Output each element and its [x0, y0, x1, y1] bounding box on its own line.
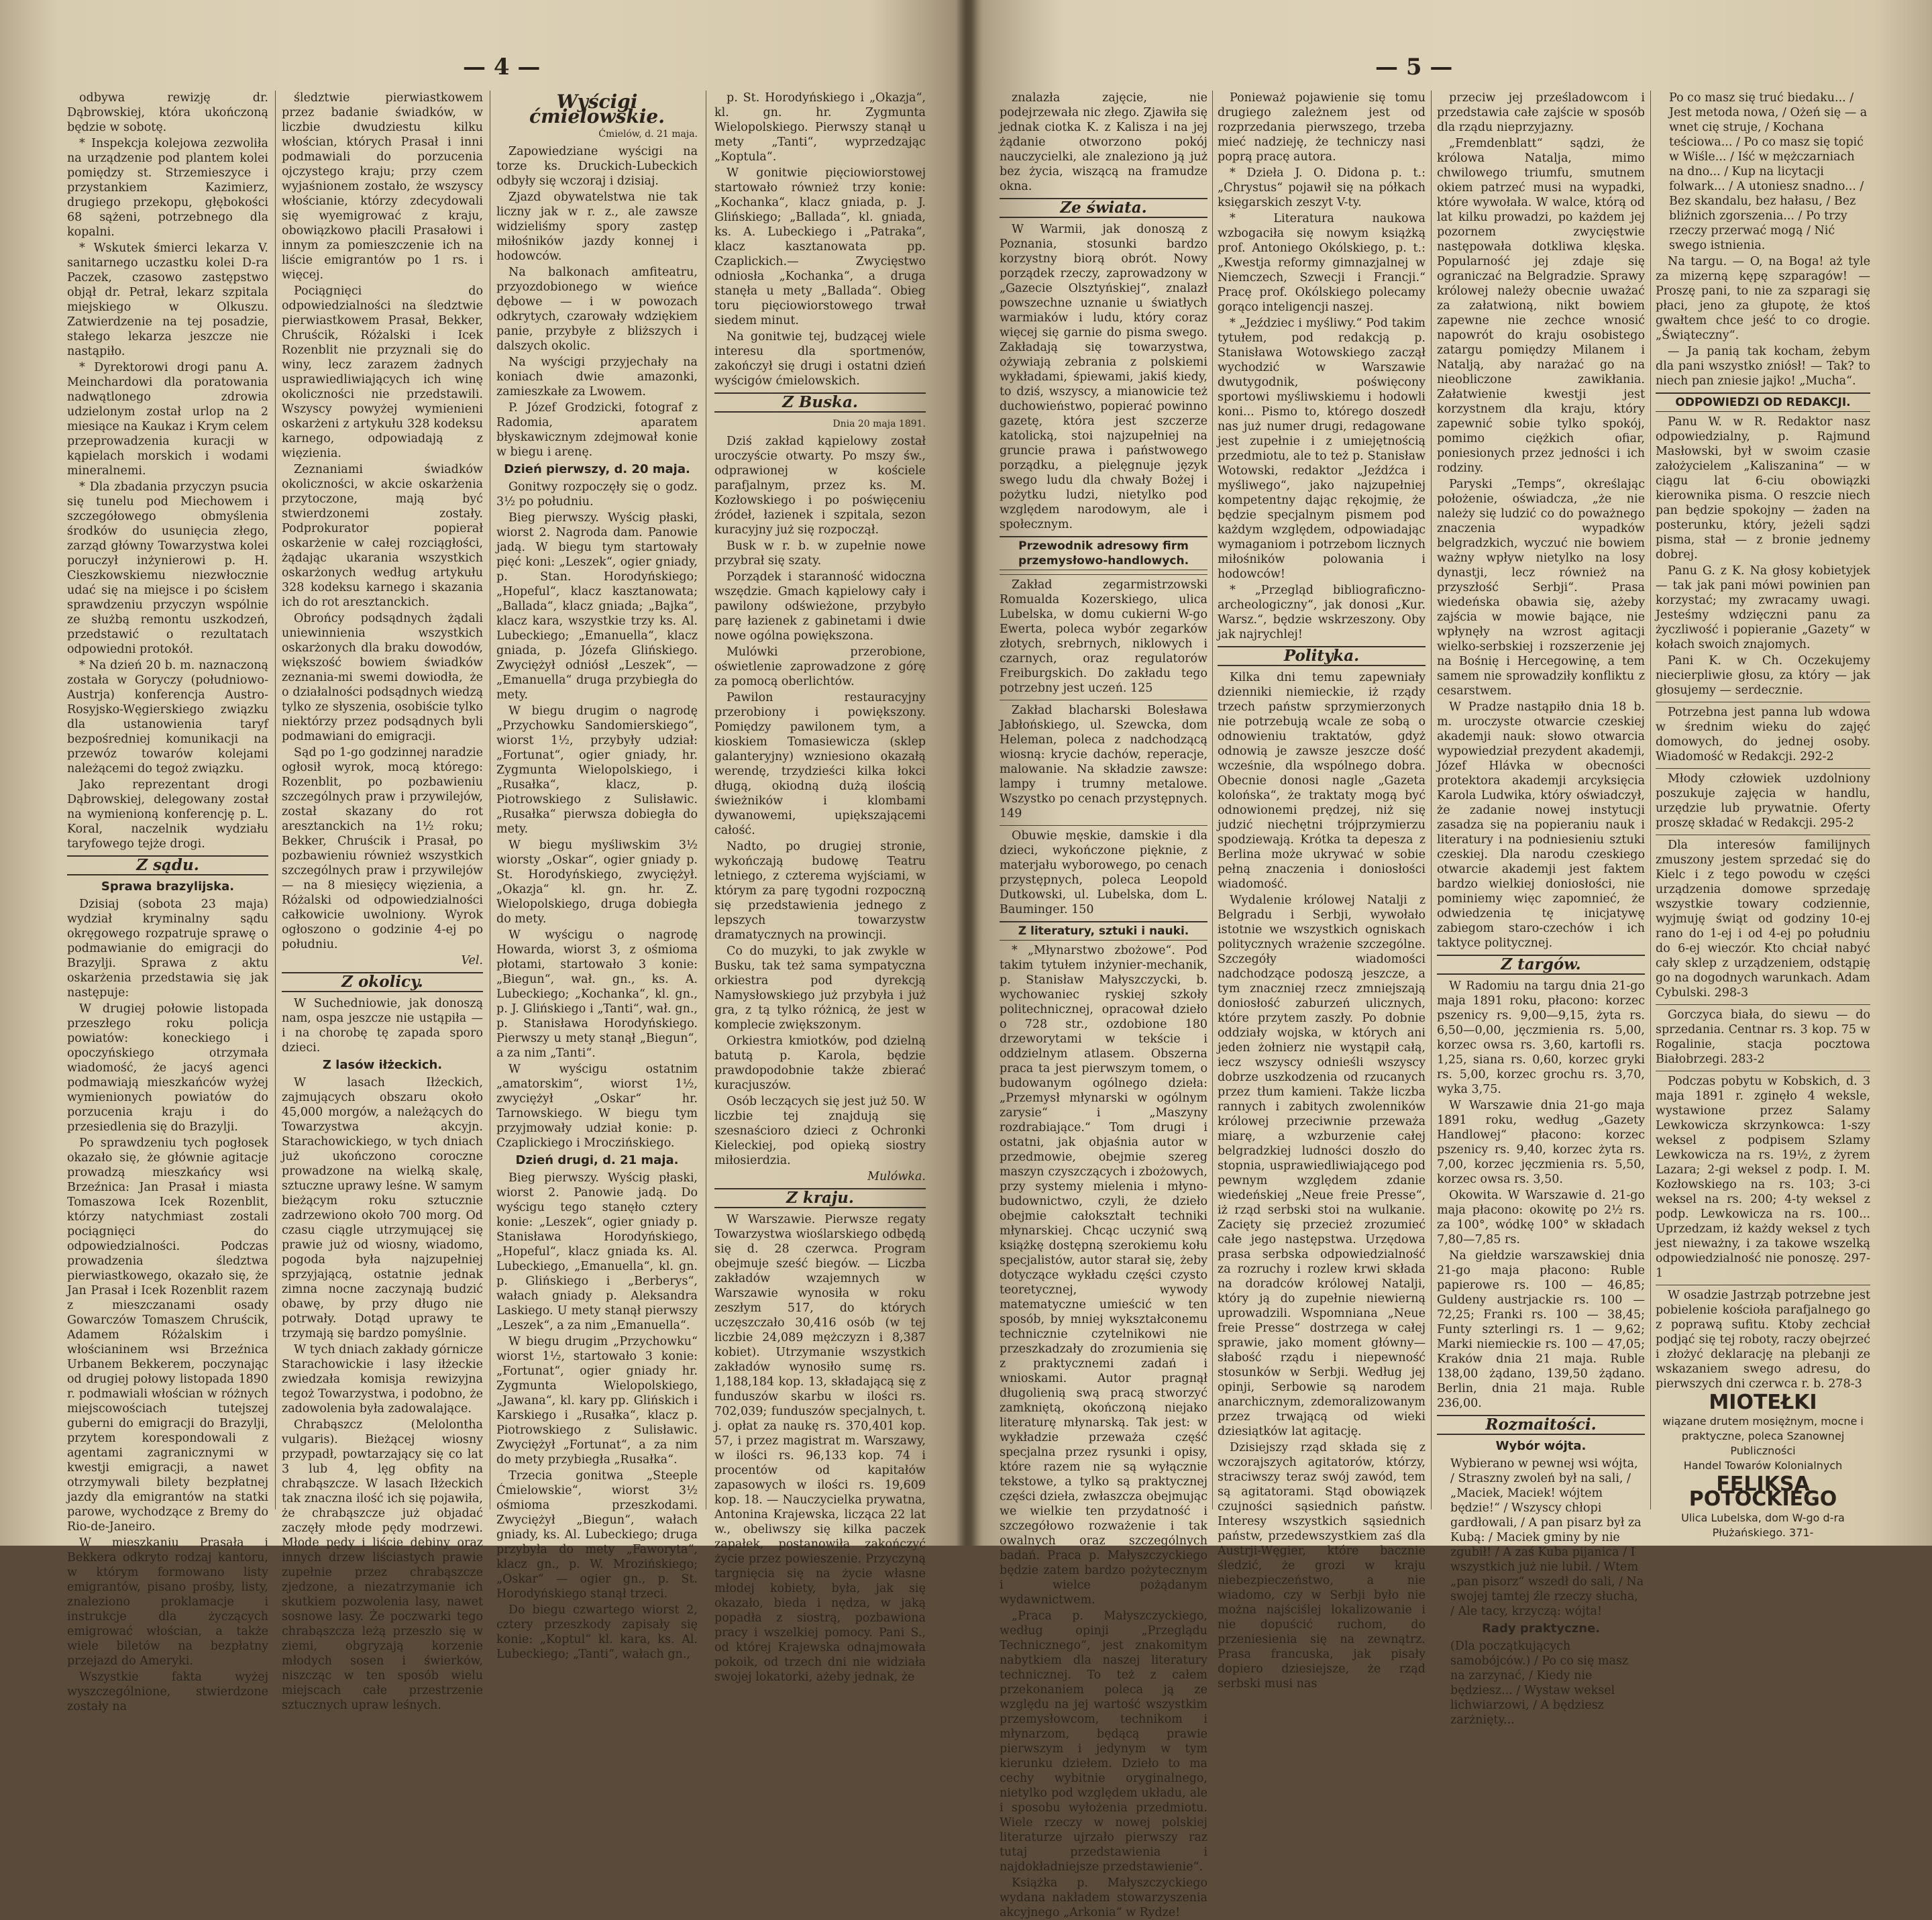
page-number: — 5 —	[1375, 54, 1453, 81]
advertisement: Dla interesów familijnych zmuszony jestem sprzedać się do Kielc i z tego powodu w części urządzenia domowe sprzedaję wszystkie towary codziennie, wyjmuję świąt od godziny 10-ej rano do 1-ej i od 4-ej po południu do 6-ej wieczór. Kto chciał nabyć cały sklep z urządzeniem, odstąpię go na dogodnych warunkach. Adam Cybulski. 298-3	[1656, 835, 1870, 1000]
paragraph: Dzisiaj (sobota 23 maja) wydział kryminalny sądu okręgowego rozpatruje sprawę o podmawianie do emigracji do Brazylji. Sprawa z aktu oskarżenia przedstawia się jak następuje:	[67, 898, 268, 1000]
advertisement: Zakład zegarmistrzowski Romualda Kozerskiego, ulica Lubelska, w domu cukierni W-go Ewerta, poleca wybór zegarków złotych, srebrnych, niklowych i czarnych, oraz regulatorów Freiburgskich. Do zakładu tego potrzebny jest uczeń. 125	[1000, 574, 1208, 696]
paragraph: „Fremdenblatt“ sądzi, że królowa Natalja, mimo chwilowego triumfu, smutnem okiem patrzeć musi na wypadki, które wywołała. W walce, którą od lat kilku prowadzi, po każdem jej pozornem zwycięstwie następowała dotkliwa klęska. Popularność jej zdaje się ograniczać na Belgradzie. Sprawy królowej należy obecnie uważać za załatwioną, nikt bowiem zapewne nie zechce wnosić napowrót do kraju osobistego zatargu pomiędzy Milanem i Natalją, aby narażać go na nieobliczone zawikłania. Załatwienie kwestji jest korzystnem dla kraju, który zapewnić sobie tylko spokój, pomimo ciężkich ofiar, poniesionych przez jedności i ich rodziny.	[1437, 137, 1645, 475]
subheading: Dzień drugi, d. 21 maja.	[515, 1153, 679, 1167]
section-heading: Z kraju.	[714, 1188, 926, 1208]
ad-headline: MIOTEŁKI	[1709, 1391, 1817, 1414]
paragraph: „Praca p. Małyszczyckiego, według opinji „Przeglądu Technicznego“, jest znakomitym nabytkiem dla naszej literatury technicznej. To też z całem przekonaniem poleca ją ze względu na jej wartość wszystkim przemysłowcom, technikom i młynarzom, będącą prawie pierwszym i jedynym w tym kierunku dziełem. Dzieło to ma cechy wybitnie oryginalnego, nietylko pod względem układu, ale i sposobu wyłożenia przedmiotu. Wiele rzeczy w nowej polskiej literaturze ujrzało pierwszy raz tutaj przedstawienia i najdokładniejsze przedstawienie“.	[1000, 1609, 1208, 1874]
paragraph: W Warmii, jak donoszą z Poznania, stosunki bardzo korzystny biorą obrót. Nowy porządek rzeczy, zaprowadzony w „Gazecie Olsztyńskiej“, znalazł powszechne uznanie u światłych warmiaków i ludu, który coraz więcej się garnie do pisma swego. Zakładają się towarzystwa, ożywiają zebrania z polskiemi wykładami, śpiewami, jakiś kiedy, to dziś, wszyscy, a mianowicie też duchowieństwo, popierać powinno gazetę, która jest szczerze katolicką, stoi najzupełniej na gruncie prawa i państwowego porządku, a pielęgnuje język swego ludu dla chwały Bożej i pożytku ludzi, nietylko pod względem narodowym, ale i społecznym.	[1000, 223, 1208, 531]
column	[282, 91, 483, 1712]
verse: (Dla początkujących samobójców.) / Po co się masz na zarzynać, / Kiedy nie będziesz... / Wystaw weksel lichwiarzowi, / A będziesz zarżnięty...	[1450, 1640, 1629, 1727]
paragraph: Panu G. z K. Na głosy kobietyjek — tak jak pani mówi powinien pan korzystać; my zwracamy uwagi. Jesteśmy wdzięczni panu za życzliwość i popieranie „Gazety“ w kołach swoich znajomych.	[1656, 564, 1870, 651]
paragraph: W Warszawie dnia 21-go maja 1891 roku, według „Gazety Handlowej“ płacono: korzec pszenicy rs. 9,40, korzec żyta rs. 7,00, korzec jęczmienia rs. 5,50, korzec owsa rs. 3,50.	[1437, 1099, 1645, 1186]
paragraph: Książka p. Małyszczyckiego wydana nakładem stowarzyszenia akcyjnego „Arkonia“ w Rydze!	[1000, 1876, 1208, 1919]
paragraph: Po sprawdzeniu tych pogłosek okazało się, że głównie agitacje prowadzą mieszkańcy wsi Brzeźnica: Jan Prasał i miasta Tomaszowa Icek Rozenblit, którzy natychmiast zostali pociągnięci do odpowiedzialności. Podczas prowadzenia śledztwa pierwiastkowego, okazało się, że Jan Prasał i Icek Rozenblit razem z mieszczanami osady Gowarczów Tomaszem Chruścik, Adamem Różalskim i włościaninem wsi Brzeźnica Urbanem Bekkerem, poczynając od drugiej połowy listopada 1890 r. podmawiali włościan w różnych miejscowościach tutejszej guberni do emigracji do Brazylji, przytem korespondowali z agentami zagranicznymi w kwestji emigracji, a nawet otrzymywali bilety bezpłatnej jazdy dla emigrantów na statki parowe, wychodzące z Bremy do Rio-de-Janeiro.	[67, 1136, 268, 1534]
paragraph: odbywa rewizję dr. Dąbrowskiej, która ukończoną będzie w sobotę.	[67, 91, 268, 134]
column	[714, 91, 926, 1684]
paragraph: Dzisiejszy rząd składa się z wczorajszych agitatorów, którzy, straciwszy teraz swój zawód, tem są agitatorami. Stąd obowiązek czujności sąsiednich państw. Interesy wszystkich sąsiednich państw, przedewszystkiem zaś dla Austrji-Węgier, które bacznie śledzić, że grozi w kraju niebezpieczeństwo, a nie wiadomo, czy w Serbji było nie można najściślej lokalizowanie i nie dopuścić ruchom, do przeniesienia się na zewnątrz. Prasa francuska, jak pisały dopiero dziesiejsze, że rząd serbski musi nas	[1218, 1441, 1426, 1691]
paragraph: Zjazd obywatelstwa nie tak liczny jak w r. z., ale zawsze widzieliśmy spory zastęp miłośników jazdy konnej i hodowców.	[496, 191, 698, 263]
paragraph: W drugiej połowie listopada przeszłego roku policja powiatów: koneckiego i opoczyńskiego otrzymała wiadomość, że jacyś agenci podmawiają mieszkańców wyżej wymienionych powiatów do porzucenia kraju i do przesiedlenia się do Brazylji.	[67, 1002, 268, 1134]
paragraph: Mulówki przerobione, oświetlenie zaprowadzone z górę za pomocą oberlichtów.	[714, 645, 926, 688]
paragraph: W wyścigu ostatnim „amatorskim“, wiorst 1½, zwyciężył „Oskar“ hr. Tarnowskiego. W biegu tym przyjmowały udział konie: p. Czaplickiego i Mroczińskiego.	[496, 1063, 698, 1150]
verse: Po co masz się truć biedaku... / Jest metoda nowa, / Ożeń się — a wnet cię struje, / Kochana teściowa... / Po co masz się topić w Wiśle... / Iść w mężczarniach na dno... / Kup na licytacji folwark... / A utoniesz snadno... / Bez skandalu, bez hałasu, / Bez bliźnich zgorszenia... / Po trzy rzeczy przerwać mogą / Nić swego istnienia.	[1669, 91, 1868, 252]
ad-line: Ulica Lubelska, dom W-go d-ra Płużańskiego. 371-	[1681, 1511, 1845, 1539]
page-fold	[956, 0, 983, 1546]
ad-headline: FELIKSA POTOCKIEGO	[1688, 1473, 1837, 1511]
column-rule	[1212, 91, 1213, 1509]
paragraph: Zapowiedziane wyścigi na torze ks. Druckich-Lubeckich odbyły się wczoraj i dzisiaj.	[496, 145, 698, 188]
column-rule	[1650, 91, 1651, 1509]
column	[67, 91, 268, 1713]
paragraph: W Radomiu na targu dnia 21-go maja 1891 roku, płacono: korzec pszenicy rs. 9,00—9,15, żyta rs. 6,50—0,00, jęczmienia rs. 5,00, korzec owsa rs. 3,60, kartofli rs. 1,25, siana rs. 0,60, korzec gryki rs. 5,00, korzec grochu rs. 3,70, wyka 3,75.	[1437, 979, 1645, 1096]
column	[1656, 91, 1870, 1539]
section-heading: Polityka.	[1218, 646, 1426, 666]
subheading: Sprawa brazylijska.	[101, 879, 235, 894]
paragraph: Ponieważ pojawienie się tomu drugiego zależnem jest od rozprzedania pierwszego, trzeba mieć nadzieję, że techniczy nasi poprą pracę autora.	[1218, 91, 1426, 164]
section-heading: Z Buska.	[714, 392, 926, 413]
paragraph: Co do muzyki, to jak zwykle w Busku, tak też sama sympatyczna orkiestra pod dyrekcją Namysłowskiego już przybyła i już gra, z tą tylko różnicą, że jest w komplecie zwiększonym.	[714, 945, 926, 1032]
dateline: Dnia 20 maja 1891.	[833, 419, 926, 429]
paragraph: Na giełdzie warszawskiej dnia 21-go maja płacono: Ruble papierowe rs. 100 — 46,85; Guldeny austrjackie rs. 100 — 72,25; Franki rs. 100 — 38,45; Funty szterlingi rs. 1 — 9,62; Marki niemieckie rs. 100 — 47,05; Kraków dnia 21 maja. Ruble 138,00 żądano, 139,50 żądano. Berlin, dnia 21 maja. Ruble 236,00.	[1437, 1249, 1645, 1410]
section-heading: Z okolicy.	[282, 972, 483, 992]
section-heading: Ze świata.	[1000, 198, 1208, 218]
paragraph: W Warszawie. Pierwsze regaty Towarzystwa wioślarskiego odbędą się d. 28 czerwca. Program obejmuje sześć biegów. — Liczba zakładów wzajemnych w Warszawie wynosiła w roku zeszłym 517, do których uczęszczało 30,416 osób (w tej liczbie 24,089 mężczyzn i 8,387 kobiet). Utrzymanie wszystkich zakładów wynosiło sumę rs. 1,188,184 kop. 13, składającą się z funduszów skarbu w ilości rs. 702,039; funduszów specjalnych, t. j. opłat za naukę rs. 370,401 kop. 57, i przez magistrat m. Warszawy, w ilości rs. 96,133 kop. 74 i procentów od kapitałów zapasowych w ilości rs. 19,609 kop. 18. — Nauczycielka prywatna, Antonina Krajewska, licząca 22 lat w., obeliwszy się kilka paczek zapałek, postanowiła zakończyć życie przez powieszenie. Przyczyną targnięcia się na życie własne młodej kobiety, była, jak się okazało, bieda i nędza, w jaką popadła z siostrą, pozbawiona pracy i wszelkiej pomocy. Pani S., od której Krajewska odnajmowała pokoik, od trzech dni nie widziała swojej lokatorki, ażeby jednak, że	[714, 1213, 926, 1684]
paragraph: Pawilon restauracyjny przerobiony i powiększony. Pomiędzy pawilonem tym, a kioskiem Tomasiewicza (sklep galanteryjny) wzniesiono okazałą werendę, trzydzieści kilka łokci długą, okiodną dużą ilością świeżników i klombami dywanowemi, upiększającemi całość.	[714, 691, 926, 837]
page-right	[1000, 27, 1892, 1919]
column	[1437, 91, 1645, 1727]
page-left	[60, 27, 936, 1713]
paragraph: znalazła zajęcie, nie podejrzewała nic złego. Zjawiła się jednak ciotka K. z Kalisza i na jej żądanie otworzono pokój nauczycielki, ale znaleziono ją już bez życia, wiszącą na framudze okna.	[1000, 91, 1208, 193]
page-number: — 4 —	[463, 54, 541, 81]
paragraph: Kilka dni temu zapewniały dzienniki niemieckie, iż rządy trzech państw sprzymierzonych nie potrzebują wcale ze sobą o odnowieniu traktatów, gdyż odnowią je zawsze jeszcze dość wcześnie, dla wspólnego dobra. Obecnie donosi nagle „Gazeta kolońska“, że traktaty mogą być odnowionemi prędzej, niż się judzić niechętni trójprzymierzu spodziewają. Krótka ta depesza z Berlina może ukrywać w sobie pełną znaczenia i doniosłości wiadomość.	[1218, 671, 1426, 891]
paragraph: Pani K. w Ch. Oczekujemy niecierpliwie głosu, za który — jak głosujemy — serdecznie.	[1656, 654, 1870, 697]
dateline: Ćmielów, d. 21 maja.	[598, 129, 698, 140]
paragraph: Gonitwy rozpoczęły się o godz. 3½ po południu.	[496, 480, 698, 509]
paragraph: * Wskutek śmierci lekarza V. sanitarnego uczastku kolei D-ra Paczek, czasowo zastępstwo objął dr. Petrał, lekarz szpitala miejskiego w Olkuszu. Zatwierdzenie na tej posadzie, stałego lekarza jeszcze nie nastąpiło.	[67, 242, 268, 358]
advertisement: Podczas pobytu w Kobskich, d. 3 maja 1891 r. zginęło 4 weksle, wystawione przez Salamy Lewkowicza skrzynkowca: 1-szy weksel z podpisem Szlamy Lewkowicza na rs. 19½, z żyrem Lazara; 2-gi weksel z podp. I. M. Kozłowskiego na rs. 103; 3-ci weksel na rs. 200; 4-ty weksel z podp. Lewkowicza na rs. 100... Uprzedzam, iż każdy weksel z tych jest nieważny, i za takowe wszelką odpowiedzialność nie ponoszę. 297-1	[1656, 1071, 1870, 1281]
paragraph: * „Przegląd bibliograficzno-archeologiczny“, jak donosi „Kur. Warsz.“, będzie wskrzeszony. Oby jak najrychlej!	[1218, 584, 1426, 641]
subheading: Rady praktyczne.	[1481, 1621, 1601, 1636]
section-heading: Z sądu.	[67, 855, 268, 875]
paragraph: Sąd po 1-go godzinnej naradzie ogłosił wyrok, mocą którego: Rozenblit, po pozbawieniu szczególnych praw i przywilejów, został skazany do rot aresztanckich na 1½ roku; Bekker, Chruścik i Prasał, po pozbawieniu również wszystkich szczególnych praw i przywilejów — na 8 miesięcy więzienia, a Różalski od odpowiedzialności całkowicie uwolniony. Wyrok ogłoszono o godzinie 4-ej po południu.	[282, 746, 483, 951]
columns	[1000, 91, 1892, 1919]
paragraph: Chrabąszcz (Melolontha vulgaris). Bieżącej wiosny przypadł, powtarzający się co lat 3 lub 4, lęg obfity na chrabąszcze. W lasach Iłżeckich tak znaczna ilość ich się pojawiła, że chrabąszcze już objadać zaczęły młode pędy modrzewi. Młode pędy i liście dębiny oraz innych drzew liściastych prawie zupełnie przez chrabąszcze zjedzone, a niezatrzymanie ich skutkiem pozwolenia lasy, nawet sosnowe lasy. Że poczwarki tego chrabąszcza leżą przeszło się w ziemi, obgryzają korzenie młodych sosen i świerków, niszcząc w ten sposób wielu miejscach całe przestrzenie sztucznych upraw leśnych.	[282, 1418, 483, 1712]
paragraph: Zeznaniami świadków okoliczności, w akcie oskarżenia przytoczone, mają być stwierdzonemi zostały. Podprokurator popierał oskarżenie w całej rozciągłości, żądając ukarania wszystkich oskarżonych według artykułu 328 kodeksu karnego i skazania ich do rot aresztanckich.	[282, 463, 483, 609]
paragraph: — Ja panią tak kocham, żebym dla pani wszystko zniósł! — Tak? to niech pan zniesie jajko! „Mucha“.	[1656, 345, 1870, 388]
advertisement: Gorczyca biała, do siewu — do sprzedania. Centnar rs. 3 kop. 75 w Rogalinie, stacja pocztowa Białobrzegi. 283-2	[1656, 1004, 1870, 1067]
paragraph: przeciw jej prześladowcom i przedstawia całe zajście w sposób dla rządu nieprzyjazny.	[1437, 91, 1645, 134]
ad-line: wiązane drutem mosiężnym, mocne i praktyczne, poleca Szanownej Publiczności	[1662, 1415, 1864, 1457]
paragraph: śledztwie pierwiastkowem przez badanie świadków, w liczbie dwudziestu kilku włościan, których Prasał i inni podmawiali do porzucenia ojczystego kraju; przy czem wyjaśnionem zostało, że wszyscy włościanie, którzy zdecydowali się wyemigrować z kraju, obowiązkowo płacili Prasałowi i innym za pomieszczenie ich na liście emigrantów po 1 rs. i więcej.	[282, 91, 483, 282]
paragraph: Porządek i staranność widoczna wszędzie. Gmach kąpielowy cały i pawilony odświeżone, przybyło parę łazienek z gabinetami i dwie nowe ogólna powiększona.	[714, 570, 926, 643]
paragraph: Bieg pierwszy. Wyścig płaski, wiorst 2. Panowie jadą. Do wyścigu tego stanęło cztery konie: „Leszek“, ogier gniady p. Stanisława Horodyńskiego, „Hopeful“, klacz gniada ks. Al. Lubeckiego, „Emanuella“, kl. gn. p. Glińskiego i „Berberys“, wałach gniady p. Aleksandra Laskiego. U mety stanął pierwszy „Leszek“, a za nim „Emanuella“.	[496, 1171, 698, 1332]
advertisement: Obuwie męskie, damskie i dla dzieci, wykończone pięknie, z materjału wyborowego, po cenach przystępnych, poleca Leopold Dutkowski, ul. Lubelska, dom L. Bauminger. 150	[1000, 825, 1208, 917]
paragraph: W tych dniach zakłady górnicze Starachowickie i lasy iłżeckie zwiedzała komisja rewizyjna tegoż Towarzystwa, i podobno, że zadowolenia była zadowalające.	[282, 1343, 483, 1416]
paragraph: W lasach Iłżeckich, zajmujących obszaru około 45,000 morgów, a należących do Towarzystwa akcyjn. Starachowickiego, w tych dniach już ukończono coroczne prowadzone na wielką skalę, sztuczne uprawy leśne. W samym bieżącym roku sztucznie zadrzewiono około 700 morg. Od czasu ciągle utrzymującej się prawie już od wiosny, wiadomo, pogoda była najzupełniej sprzyjającą, ostatnie jednak zimna nocne zaczynają budzić obawę, by przy długo nie potrwały. Dotąd uprawy te trzymają się bardzo pomyślnie.	[282, 1076, 483, 1340]
paragraph: * Na dzień 20 b. m. naznaczoną została w Goryczy (południowo-Austrja) konferencja Austro-Rosyjsko-Węgierskiego związku dla ustanowienia taryf bezpośredniej komunikacji na przewóz towarów kolejami należącemi do tegoż związku.	[67, 659, 268, 776]
column	[1218, 91, 1426, 1691]
paragraph: * „Młynarstwo zbożowe“. Pod takim tytułem inżynier-mechanik, p. Stanisław Małyszczycki, b. wychowaniec ryskiej szkoły politechnicznej, opracował dzieło o 728 str., ozdobione 180 drzeworytami w tekście i oddzielnym atlasem. Obszerna praca ta jest pierwszym tomem, o budowanym ogólnego dzieła: „Przemysł młynarski w ogólnym zarysie“ i „Maszyny rozdrabiające.“ Tom drugi i ostatni, jak objaśnia autor w przedmowie, obejmie szereg maszyn czyszczących i zbożowych, przy systemy mielenia i młyno-budownictwo, czyli, że dzieło obejmie całokształt techniki młynarskiej. Chcąc uczynić swą książkę dostępną szerokiemu kołu specjalistów, autor starał się, żeby dotyczące wykładu części czysto teoretycznej, wywody matematyczne umieścić w ten sposób, by mniej wykształconemu technicznie czytelnikowi nie przeszkadzały do zrozumienia się z praktycznemi zadań i wnioskami. Autor pragnął długolienią swą pracą stworzyć zamkniętą, okończoną niejako literaturę młynarską. Tak jest: w wykładzie przeważa część specjalna przez rysunki i opisy, które razem nie są wyłącznie tekstowe, a tylko są praktycznej części dzieła, zwłaszcza obejmując we wielkie ten przydatność i szczegółowo rozważenie i tak owalnych oraz szczególnych badań. Praca p. Małyszczyckiego będzie zatem bardzo pożytecznym i wielce pożądanym wydawnictwem.	[1000, 944, 1208, 1607]
box-heading: Z literatury, sztuki i nauki.	[1000, 921, 1208, 941]
paragraph: Dziś zakład kąpielowy został uroczyście otwarty. Po mszy św., odprawionej w kościele parafjalnym, przez ks. M. Kozłowskiego i po poświęceniu źródeł, łazienek i szpitala, sezon kuracyjny już się rozpoczął.	[714, 435, 926, 537]
paragraph: * Dzieła J. O. Didona p. t.: „Chrystus“ pojawił się na półkach księgarskich zeszyt V-ty.	[1218, 166, 1426, 209]
paragraph: p. St. Horodyńskiego i „Okazja“, kl. gn. hr. Zygmunta Wielopolskiego. Pierwszy stanął u mety „Tanti“, wyprzedzając „Koptula“.	[714, 91, 926, 164]
subheading: Z lasów iłżeckich.	[322, 1058, 443, 1072]
section-heading: Rozmaitości.	[1437, 1415, 1645, 1435]
subheading: Dzień pierwszy, d. 20 maja.	[504, 462, 690, 476]
paragraph: Orkiestra kmiotków, pod dzielną batutą p. Karola, będzie prawdopodobnie także zbierać kuracjuszów.	[714, 1034, 926, 1092]
paragraph: Wydalenie królowej Natalji z Belgradu i Serbji, wywołało istotnie we wszystkich ogniskach politycznych wrażenie szczególne. Szczegóły wiadomości nadchodzące podoszą jeszcze, a tym znaczniej rzecz zmniejszają doniosłość zaburzeń ulicznych, które przytem zaszły. Po dobnie oddziały wojska, w których ani jeden żołnierz nie wystąpił całą, iecz wszyscy odnieśli wszyscy dobrze uszkodzenia od rzucanych przez tłum kamieni. Także liczba rannych i zabitych zwolenników królowej przeciwnie przeważa miarę, a wzburzenie całej belgradzkiej ludności doszło do stopnia, usprawiedliwiającego pod pewnym względem zdanie wiedeńskiej „Neue freie Presse“, iż rząd serbski stoi na wulkanie. Zacięty się przecież zrozumieć całe jego następstwa. Urzędowa prasa serbska odpowiedzialność za rozruchy i rozlew krwi składa na doradców królowej Natalji, który ją do zupełnie niewierną uprowadzili. Wspomniana „Neue freie Presse“ dostrzega w całej sprawie, jako moment główny—słabość rządu i niepewność stosunków w Serbji. Według jej opinji, Serbowie są narodem anarchicznym, zdemoralizowanym przez trwającą od wieki dziesiątków lat agitację.	[1218, 894, 1426, 1438]
signature: Vel.	[461, 954, 483, 967]
paragraph: Do biegu czwartego wiorst 2, cztery przeszkody zapisały się konie: „Koptul“ kl. kara, ks. Al. Lubeckiego; „Tanti“, wałach gn.,	[496, 1603, 698, 1661]
paragraph: Na targu. — O, na Boga! aż tyle za mizerną kępę szparagów! — Proszę pani, to nie za szparagi się płaci, jeno za głupotę, że ktoś gwałtem chce jeść to co drogie. „Świąteczny“.	[1656, 255, 1870, 342]
paragraph: W Pradze nastąpiło dnia 18 b. m. uroczyste otwarcie czeskiej akademji nauk: słowo otwarcia wypowiedział prezydent akademji, Józef Hlávka w obecności protektora akademji arcyksięcia Karola Ludwika, który oświadczył, że zadanie nowej instytucji zasadza się na popieraniu nauk i literatury i na podniesieniu sztuki czeskiej. Dla narodu czeskiego otwarcie akademji jest faktem bardzo wielkiej doniosłości, nie pominiemy więc zapomnieć, że odwiedzenia tę inicjatywę zabiegom staro-czechów i ich taktyce politycznej.	[1437, 700, 1645, 950]
paragraph: * Inspekcja kolejowa zezwoliła na urządzenie pod plantem kolei pomiędzy st. Strzemieszyce i przystankiem Kazimierz, drugiego przekopu, głębokości 68 sążeni, potrzebnego dla kopalni.	[67, 137, 268, 239]
verse: Wybierano w pewnej wsi wójta, / Straszny zwoleń był na sali, / „Maciek, Maciek! wójtem będzie!“ / Wszyscy chłopi gardłowali, / A pan pisarz był za Kubą: / Maciek gminy by nie zgubił! / A zaś Kuba pijanica / I wszystkich już nie lubił. / Wtem „pan pisorz“ wszedł do sali, / Na swojej tamtej źle rzeczy słucha, / Ale tacy, krzyczą: wójta!	[1450, 1457, 1644, 1618]
paragraph: Bieg pierwszy. Wyścig płaski, wiorst 2. Nagroda dam. Panowie jadą. W biegu tym startowały pięć koni: „Leszek“, ogier gniady, p. Stan. Horodyńskiego; „Hopeful“, klacz kasztanowata; „Ballada“, klacz gniada; „Bajka“, klacz kara, wszystkie trzy ks. Al. Lubeckiego; „Emanuella“, klacz gniada, p. Józefa Glińskiego. Zwyciężył odniósł „Leszek“, — „Emanuella“ druga przybiegła do mety.	[496, 511, 698, 702]
paragraph: W wyścigu o nagrodę Howarda, wiorst 3, z ośmioma płotami, startowało 3 konie: „Biegun“, wał. gn., ks. A. Lubeckiego; „Kochanka“, kl. gn., p. J. Glińskiego i „Tanti“, wał. gn., p. Stanisława Horodyńskiego. Pierwszy u mety stanął „Biegun“, a za nim „Tanti“.	[496, 928, 698, 1060]
paragraph: Na wyścigi przyjechały na koniach dwie amazonki, zamieszkałe za Lwowem.	[496, 356, 698, 398]
paragraph: * Dyrektorowi drogi panu A. Meinchardowi dla poratowania nadwątlonego zdrowia udzielonym został urlop na 2 miesiące na Kaukaz i Krym celem przeprowadzenia kuracji w kąpielach morskich i wodami mineralnemi.	[67, 361, 268, 478]
column-rule	[275, 91, 276, 1509]
paragraph: Osób leczących się jest już 50. W liczbie tej znajdują się szesnaściorо dzieci z Ochronki Kieleckiej, pod opieką siostry miłosierdzia.	[714, 1095, 926, 1167]
paragraph: W biegu drugim „Przychowku“ wiorst 1½, startowało 3 konie: „Fortunat“, ogier gniady hr. Zygmunta Wielopolskiego, „Jawana“, kl. kary pp. Glińskich i Karskiego i „Rusałka“, klacz p. Piotrowskiego z Sulisławic. Zwyciężył „Fortunat“, a za nim do mety przybiegła „Rusałka“.	[496, 1335, 698, 1466]
ad-line: Handel Towarów Kolonialnych	[1683, 1459, 1843, 1472]
signature: Mulówka.	[867, 1170, 926, 1183]
paragraph: Panu W. w R. Redaktor nasz odpowiedzialny, p. Rajmund Masłowski, był w swoim czasie założycielem „Kaliszanina“ — w ciągu lat 6-ciu obowiązki kierownika pisma. O reszcie niech pan będzie spokojny — żaden na posterunku, który, jeżeli sądzi pisma, stał — z bronie jednemy dobrej.	[1656, 415, 1870, 562]
paragraph: W mieszkaniu Prasała i Bekkera odkryto rodzaj kantoru, w którym formowano listy emigrantów, pisano prośby, listy, znaleziono proklamacje i instrukcje dla życzących emigrować włościan, a także wiele biletów na bezpłatny przejazd do Ameryki.	[67, 1536, 268, 1668]
paragraph: Paryski „Temps“, określając położenie, oświadcza, „że nie należy się ludzić co do poważnego znaczenia wypadków belgradzkich, wyczuć nie bowiem ważny wpływ nietylko na losy dynastji, lecz również na przyszłość Serbji“. Prasa wiedeńska obawia się, ażeby zajścia w mowie bające, nie wpłynęły na wzrost agitacji wielko-serbskiej i rozszerzenie jej na Bośnię i Hercegowinę, a tem samem nie sprowadziły konfliktu z cesarstwem.	[1437, 478, 1645, 698]
advertisement: Młody człowiek uzdolniony poszukuje zajęcia w handlu, urzędzie lub prywatnie. Oferty proszę składać w Redakcji. 295-2	[1656, 768, 1870, 831]
paragraph: Okowita. W Warszawie d. 21-go maja płacono: okowitę po 2½ rs. za 100°, wódkę 100° w składach 7,80—7,85 rs.	[1437, 1189, 1645, 1246]
column-rule	[1431, 91, 1432, 1509]
paragraph: Na gonitwie tej, budzącej wiele interesu dla sportmenów, zakończył się drugi i ostatni dzień wyścigów ćmielowskich.	[714, 330, 926, 388]
paragraph: * „Jeździec i myśliwy.“ Pod takim tytułem, pod redakcją p. Stanisława Wotowskiego zaczął wychodzić w Warszawie dwutygodnik, poświęcony sportowi myśliwskiemu i hodowli koni... Pismo to, którego doszedł nas już numer drugi, redagowane jest zupełnie i z umiejętnością przedmiotu, ale to też p. Stanisław Wotowski, redaktor „Jeźdźca i myśliwego“, jako najzupełniej kompetentny dając rękojmię, że będzie specjalnym pismem pod każdym względem, odpowiadając wymaganiom i potrzebom licznych miłośników polowania i hodowców!	[1218, 317, 1426, 581]
paragraph: Busk w r. b. w zupełnie nowe przybrał się szaty.	[714, 539, 926, 568]
paragraph: Nadto, po drugiej stronie, wykończają budowę Teatru letniego, z czterema wyjściami, w którym za parę tygodni rozpoczną się przedstawienia jednego z lepszych towarzystw dramatycznych na prowincji.	[714, 840, 926, 942]
paragraph: Na balkonach amfiteatru, przyozdobionego w wieńce dębowe — i w powozach odkrytych, czarowały wdziękiem panie, przybyłe z bliższych i dalszych okolic.	[496, 266, 698, 353]
box-heading: Przewodnik adresowy firm przemysłowo-handlowych.	[1000, 536, 1208, 570]
paragraph: Jako reprezentant drogi Dąbrowskiej, delegowany został na wymienioną konferencję p. L. Koral, naczelnik wydziału taryfowego tejże drogi.	[67, 778, 268, 851]
column	[1000, 91, 1208, 1919]
paragraph: P. Józef Grodzicki, fotograf z Radomia, aparatem błyskawicznym zdejmował konie w biegu i arenę.	[496, 401, 698, 459]
paragraph: * Dla zbadania przyczyn psucia się tunelu pod Miechowem i szczegółowego obmyślenia środków do usunięcia złego, zarząd główny Towarzystwa kolei poruczył inżynierowi p. H. Cieszkowskiemu niezwłocznie udać się na miejsce i po ścisłem sprawdzeniu przyczyn wspólnie ze służbą remontu uszkodzeń, przedstawić o rezultatach odpowiedni protokół.	[67, 480, 268, 656]
section-heading: Z targów.	[1437, 955, 1645, 975]
paragraph: W biegu drugim o nagrodę „Przychowku Sandomierskiego“, wiorst 1½, przybyły udział: „Fortunat“, ogier gniady, hr. Zygmunta Wielopolskiego, i „Rusałka“, klacz, p. Piotrowskiego z Sulisławic. „Rusałka“ pierwsza dobiegła do mety.	[496, 704, 698, 836]
paragraph: W gonitwie pięciowiorstowej startowało również trzy konie: „Kochanka“, klacz gniada, p. J. Glińskiego; „Ballada“, kl. gniada, ks. A. Lubeckiego i „Patraka“, klacz kasztanowata pp. Czaplickich.— Zwycięstwo odniosła „Kochanka“, a druga stanęła u mety „Ballada“. Obieg toru pięciowiorstowego trwał siedem minut.	[714, 166, 926, 327]
column	[496, 91, 698, 1661]
paragraph: Trzecia gonitwa „Steeple Ćmielowskie“, wiorst 3½ ośmioma przeszkodami. Zwyciężył „Biegun“, wałach gniady, ks. Al. Lubeckiego; druga przybyła do mety „Faworyta“, klacz gn., p. W. Mrozińskiego; „Oskar“ — ogier gn., p. St. Horodyńskiego stanął trzeci.	[496, 1469, 698, 1601]
paragraph: * Literatura naukowa wzbogaciła się nowym książką prof. Antoniego Okólskiego, p. t.: „Kwestja reformy gimnazjalnej w Niemczech, Szwecji i Francji.“ Pracę prof. Okólskiego polecamy gorąco inteligencji naszej.	[1218, 212, 1426, 314]
paragraph: W Suchedniowie, jak donoszą nam, ospa jeszcze nie ustąpiła — i na chorobę tę zapada sporo dzieci.	[282, 997, 483, 1055]
box-heading: ODPOWIEDZI OD REDAKCJI.	[1656, 392, 1870, 412]
subheading: Wybór wójta.	[1495, 1439, 1587, 1453]
section-title: Wyścigi ćmielowskie.	[529, 91, 665, 127]
paragraph: W biegu myśliwskim 3½ wiorsty „Oskar“, ogier gniady p. St. Horodyńskiego, zwyciężył. „Okazja“ kl. gn. hr. Z. Wielopolskiego, druga dobiegła do mety.	[496, 839, 698, 926]
paragraph: Obrońcy podsądnych żądali uniewinnienia wszystkich oskarżonych dla braku dowodów, większość bowiem świadków zeznania-mi swemi dowiodła, że o działalności podsądnych wiedzą tylko ze słyszenia, osobiście tylko niektórzy przez podsądnych byli podmawiani do emigracji.	[282, 612, 483, 743]
paragraph: Wszystkie fakta wyżej wyszczególnione, stwierdzone zostały na	[67, 1670, 268, 1713]
paragraph: Pociągnięci do odpowiedzialności na śledztwie pierwiastkowem Prasał, Bekker, Chruścik, Różalski i Icek Rozenblit nie przyznali się do winy, lecz zarazem żadnych usprawiedliwiających ich winę okoliczności nie przedstawili. Wszyscy powyżej wymienieni oskarżeni z artykułu 328 kodeksu karnego, odpowiadają z więzienia.	[282, 284, 483, 460]
advertisement: Zakład blacharski Bolesława Jabłońskiego, ul. Szewcka, dom Heleman, poleca z nadchodzącą wiosną: krycie dachów, reperacje, malowanie. Na składzie zawsze: lampy i trumny metalowe. Wszystko po cenach przystępnych. 149	[1000, 700, 1208, 821]
advertisement: W osadzie Jastrząb potrzebne jest pobielenie kościoła parafjalnego go z poprawą sufitu. Ktoby zechciał podjąć się tej roboty, raczy obejrzeć i złożyć deklarację na plebanji ze wskazaniem swego adresu, do pierwszych dni czerwca r. b. 278-3	[1656, 1285, 1870, 1391]
advertisement: Potrzebna jest panna lub wdowa w średnim wieku do zajęć domowych, do jednej osoby. Wiadomość w Redakcji. 292-2	[1656, 702, 1870, 764]
columns	[60, 91, 936, 1713]
